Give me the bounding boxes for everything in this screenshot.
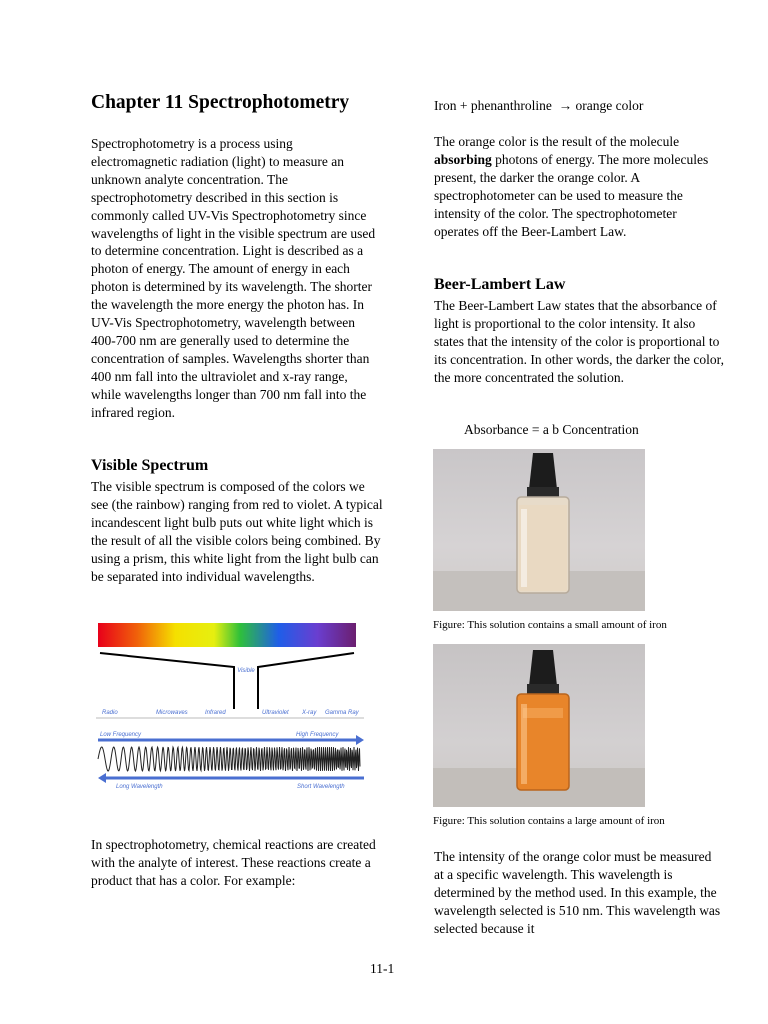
caption-large-iron: Figure: This solution contains a large amount of iron: [433, 815, 665, 827]
arrow-right-icon: →: [558, 98, 573, 113]
intensity-paragraph: The intensity of the orange color must be measured at a specific wavelength. This wavelength is determined by the method used. In this example, the wavelength selected is 510 nm. This wavelength was selected because it: [434, 849, 721, 936]
beer-lambert-heading: Beer-Lambert Law: [434, 276, 566, 293]
visible-spectrum-paragraph: The visible spectrum is composed of the colors we see (the rainbow) ranging from red to violet. A typical incandescent light bulb puts out white light which is the result of all the visible colors being combined. By using a prism, this white light from the light bulb can be separated into individual wavelengths.: [91, 479, 383, 584]
reaction-equation: [434, 97, 643, 115]
label-visible: Visible: [237, 668, 255, 674]
visible-spectrum-heading: Visible Spectrum: [91, 457, 209, 474]
label-ultraviolet: Ultraviolet: [262, 710, 289, 716]
funnel-right-line: [258, 653, 354, 709]
label-high-frequency: High Frequency: [296, 732, 339, 738]
reaction-product: orange color: [575, 98, 644, 113]
orange-color-paragraph: The orange color is the result of the molecule absorbing photons of energy. The more molecules present, the darker the orange color. A spectrophotometer can be used to measure the intensity of the color. The spectrophotometer operates off the Beer-Lambert Law.: [434, 134, 709, 239]
reactions-paragraph: In spectrophotometry, chemical reactions are created with the analyte of interest. These reactions create a product that has a color. For example:: [91, 837, 376, 888]
caption-small-iron: Figure: This solution contains a small amount of iron: [433, 619, 667, 631]
label-short-wavelength: Short Wavelength: [297, 784, 345, 790]
funnel-left-line: [100, 653, 234, 709]
absorbing-emphasis: absorbing: [434, 151, 492, 167]
label-long-wavelength: Long Wavelength: [116, 784, 163, 790]
page-number: 11-1: [370, 961, 395, 976]
label-low-frequency: Low Frequency: [100, 732, 142, 738]
page-title: Chapter 11 Spectrophotometry: [91, 92, 350, 113]
visible-rainbow-band: [98, 623, 356, 647]
photo-small-iron: [433, 449, 645, 611]
sine-wave: [98, 747, 360, 771]
photo-large-iron: [433, 644, 645, 807]
beer-lambert-equation: Absorbance = a b Concentration: [464, 422, 639, 437]
intro-paragraph: Spectrophotometry is a process using electromagnetic radiation (light) to measure an unknown analyte concentration. The spectrophotometry described in this section is commonly called UV-Vis Spectrophotometry since wavelengths of light in the visible spectrum are used to determine concentration. Light is described as a photon of energy. The amount of energy in each photon is determined by its wavelength. The shorter the wavelength the more energy the photon has. In UV-Vis Spectrophotometry, wavelength between 400-700 nm are generally used to determine the concentration of samples. Wavelengths shorter than 400 nm fall into the ultraviolet and x-ray range, while wavelengths longer than 700 nm fall into the infrared region.: [91, 136, 376, 420]
label-microwaves: Microwaves: [156, 710, 188, 716]
label-xray: X-ray: [302, 710, 317, 716]
em-spectrum-diagram: [94, 619, 366, 795]
reaction-reactants: Iron + phenanthroline: [434, 98, 552, 113]
bottle-cap: [529, 650, 557, 686]
label-radio: Radio: [102, 710, 118, 716]
label-infrared: Infrared: [205, 710, 226, 716]
beer-lambert-paragraph: The Beer-Lambert Law states that the absorbance of light is proportional to the color intensity. It also states that the intensity of the color is proportional to its concentration. In other words, the darker the color, the more concentrated the solution.: [434, 298, 724, 385]
bottle-cap: [529, 453, 557, 489]
label-gamma: Gamma Ray: [325, 710, 359, 716]
